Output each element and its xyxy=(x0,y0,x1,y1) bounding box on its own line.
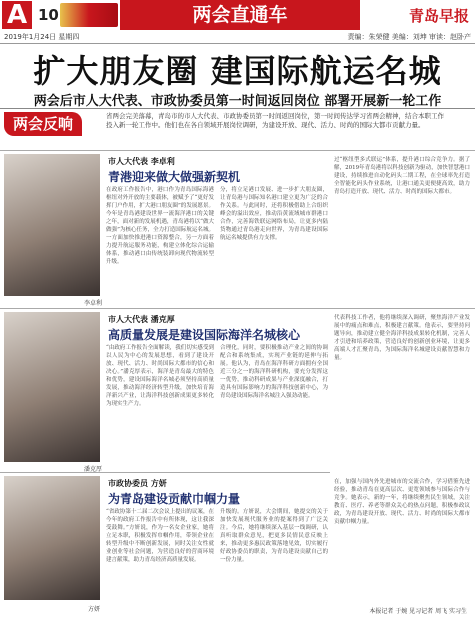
portrait-photo xyxy=(4,476,100,600)
flag-decoration-icon xyxy=(60,3,118,27)
divider xyxy=(0,472,330,473)
section-3-headline: 为青岛建设贡献巾帼力量 xyxy=(108,492,241,506)
page-header xyxy=(0,0,475,30)
article-column: “省政协第十二届二次会议上提出的议案，在今年的政府工作报告中有所体现，这让我深受鼓舞。”方妍说，作为一名女企业家，她将立足本职，积极发挥巾帼作用，带领企业在转型升级中不断创新发展，同时关注女性就业创业等社会问题，为营造良好的营商环境建言献策，助力青岛经济高质量发展。 xyxy=(106,509,214,563)
photo-caption: 潘克厚 xyxy=(84,466,103,473)
photo-caption: 方妍 xyxy=(88,606,101,613)
photo-caption: 李卓利 xyxy=(84,300,103,307)
byline: 本报记者 于婉 见习记者 周飞 实习生 xyxy=(369,608,467,615)
section-letter: A xyxy=(2,1,32,29)
article-column: “由政府工作报告全面解读，我们切实感受到以人民为中心的发展思想，看到了建设开放、现代、活力、时尚国际大都市的信心和决心。”潘克厚表示，海洋是青岛最大的特色和优势，建设国际海洋名城必须坚持高质量发展，推动海洋经济转型升级，加快培育海洋新兴产业，让海洋科技创新成果更多转化为现实生产力。 xyxy=(106,345,214,407)
article-column: 代表科技工作者，他将继续深入调研，聚焦海洋产业发展中的痛点和难点，积极建言献策。他表示，要坚持问题导向，推动建立健全海洋科技成果转化机制，完善人才引进和培养政策，营造良好的创新创业环境，让更多高端人才汇聚青岛，为国际海洋名城建设贡献智慧和力量。 xyxy=(334,315,470,361)
section-tag: 两会反响 xyxy=(4,112,82,136)
article-column: 分，将立足港口发展、进一步扩大朋友圈，让青岛港与国际知名港口建立更为广泛的合作关系。与此同时，还将积极借助上合组织峰会的溢出效应，推动沿黄流域城市群港口合作，完善海铁联运网络布局，让更多内陆货物通过青岛港走向世界，为青岛建设国际航运名城提供有力支撑。 xyxy=(220,187,328,241)
editor-credits: 责编：朱荣健 美编：刘坤 审读：赵卧产 xyxy=(347,33,471,41)
newspaper-logo: 青岛早报 xyxy=(408,7,469,25)
intro-text: 省两会完美落幕，青岛市的市人大代表、市政协委员第一时间返回岗位，第一时间传达学习省两会精神，结合本职工作投入新一轮工作中。他们也在各自领域开展岗位调研，为建设开放、现代、活力、时尚的国际大都市贡献力量。 xyxy=(106,112,444,129)
portrait-photo xyxy=(4,154,100,296)
section-1-headline: 青港迎来做大做强新契机 xyxy=(108,170,241,184)
page-title: 扩大朋友圈 建国际航运名城 xyxy=(33,52,442,90)
section-banner: 两会直通车 xyxy=(120,0,360,30)
section-3-kicker: 市政协委员 方妍 xyxy=(108,479,167,488)
section-1-kicker: 市人大代表 李卓利 xyxy=(108,157,175,166)
issue-date: 2019年1月24日 星期四 xyxy=(4,33,80,41)
portrait-photo xyxy=(4,312,100,462)
date-bar xyxy=(0,31,475,44)
section-2-headline: 高质量发展是建设国际海洋名城核心 xyxy=(108,328,301,342)
divider xyxy=(0,108,475,109)
article-column: 升级的。方妍说，大会期间，她提交的关于加快发展现代服务业的提案得到了广泛关注。今后，她将继续深入基层一线调研，认真听取群众意见，把更多民情民意反映上来，推动更多惠民政策落地见效，切实履行好政协委员的职责，为青岛建设贡献自己的一份力量。 xyxy=(220,509,328,563)
article-column: 在，加强与国内外先进城市的交流合作，学习借鉴先进经验，推动青岛在更高层次、更宽领域参与国际合作与竞争。她表示，新的一年，将继续聚焦民生领域，关注教育、医疗、养老等群众关心的热点问题，积极参政议政，为青岛建设开放、现代、活力、时尚的国际大都市贡献巾帼力量。 xyxy=(334,479,470,525)
page-subtitle: 两会后市人大代表、市政协委员第一时间返回岗位 部署开展新一轮工作 xyxy=(33,94,442,109)
divider xyxy=(0,150,475,151)
article-column: 过“枢纽型多式联运”体系，提升港口综合竞争力。据了解，2019年青岛港将以科技创新为驱动，加快智慧港口建设，持续推进自动化码头二期工程，在全球率先打造全智能化码头作业系统，让港口通关更便捷高效，助力青岛打造开放、现代、活力、时尚的国际大都市。 xyxy=(334,157,470,195)
section-2-kicker: 市人大代表 潘克厚 xyxy=(108,315,175,324)
article-column: 在政府工作报告中，港口作为青岛国际海港枢纽对外开放的主要载体，被赋予了“更好发挥门户作用，扩大港口朋友圈”的发展愿景。今年是青岛港建设世界一流海洋港口的关键之年，面对新的发展机遇，青岛港将以“做大做强”为核心任务，全力打造国际航运名城。一方面加快推进港口资源整合，另一方面着力提升航运服务功能，构建立体化综合运输体系，推动港口由传统装卸向现代物流转型升级。 xyxy=(106,187,214,265)
article-column: 合理化，同时，要积极推动产业之间的协调配合和系统集成，实现产业链的延伸与拓展。他认为，青岛在海洋科研方面拥有全国近三分之一的海洋科研机构，要充分发挥这一优势，推动科研成果与产业深度融合，打造具有国际影响力的海洋科技创新中心，为青岛建设国际海洋名城注入强劲动能。 xyxy=(220,345,328,399)
divider xyxy=(0,308,475,309)
page-number: 10 xyxy=(38,6,59,24)
